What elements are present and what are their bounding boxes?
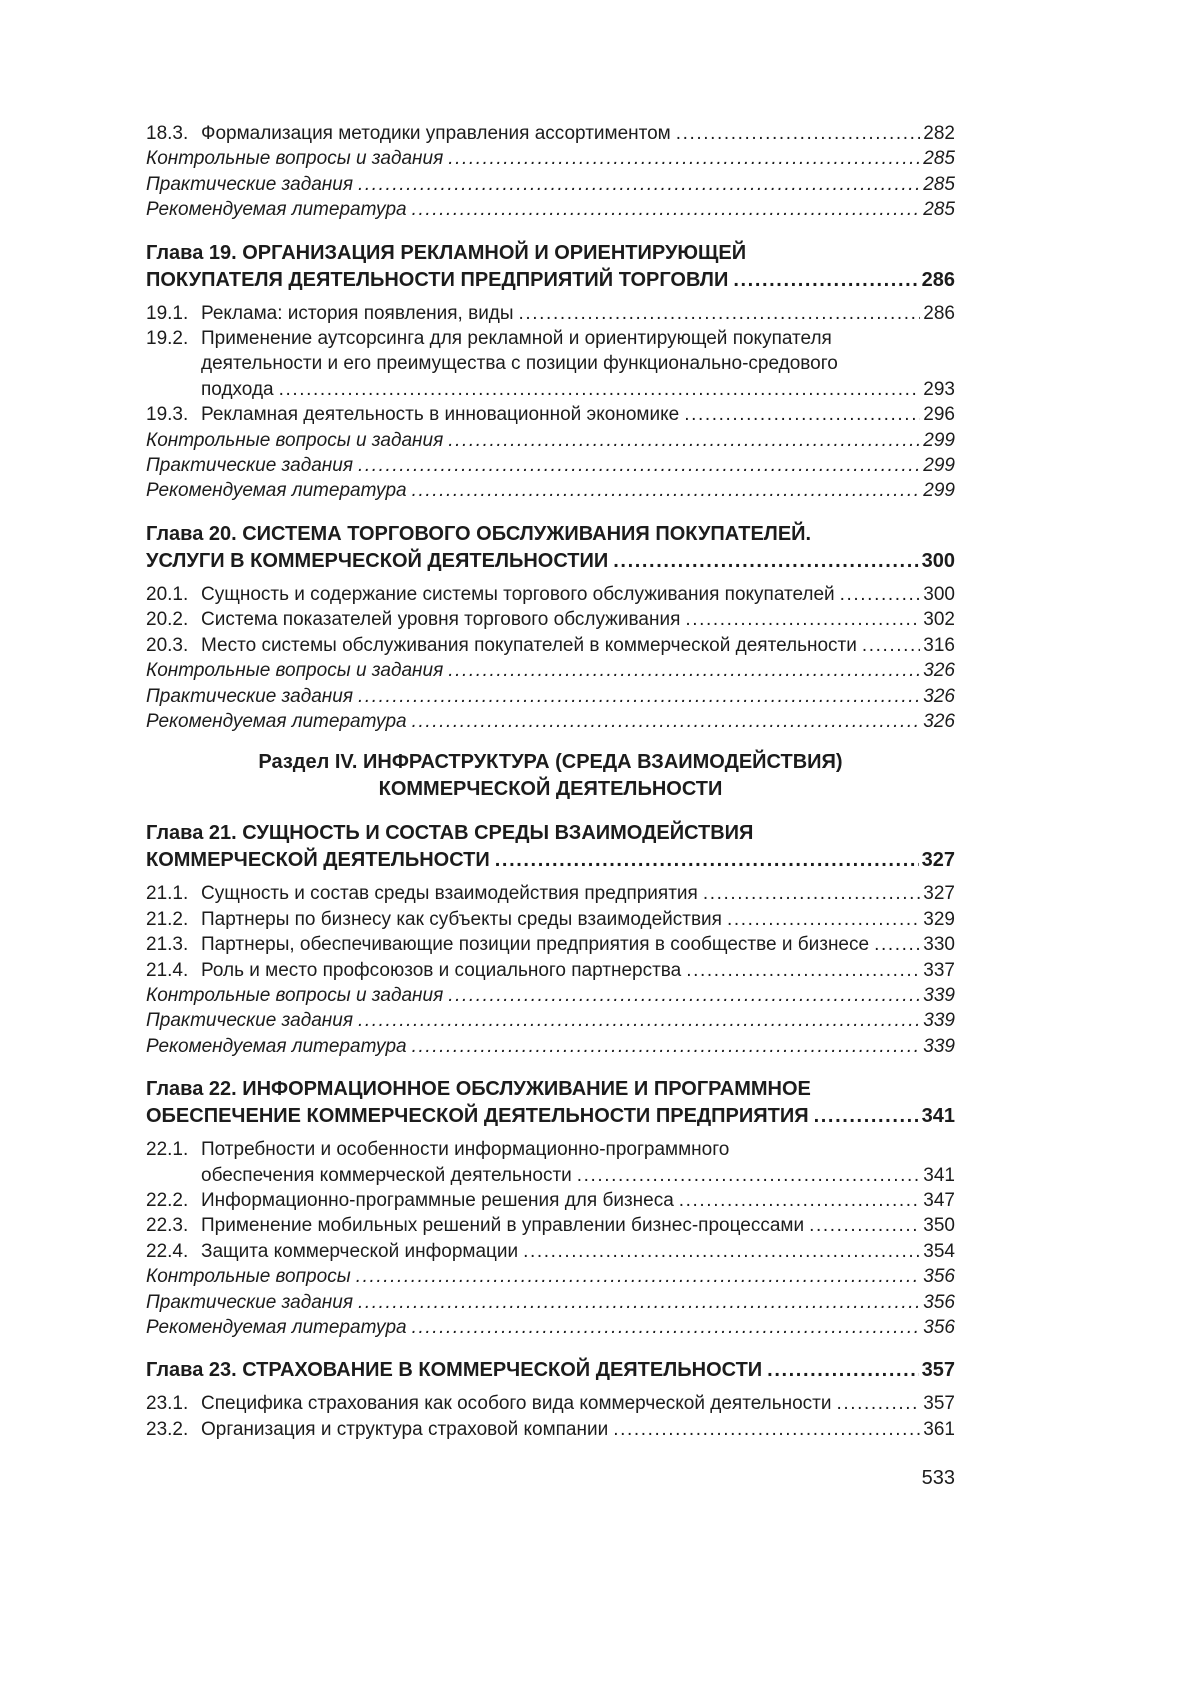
toc-line xyxy=(146,983,955,1008)
toc-entry-number: 19.2. xyxy=(146,328,189,350)
toc-page-number: 327 xyxy=(923,883,955,905)
dot-leader xyxy=(358,684,920,709)
dot-leader xyxy=(448,146,920,171)
toc-line xyxy=(146,240,955,267)
dot-leader xyxy=(412,478,921,503)
toc-entry-number: 21.3. xyxy=(146,934,189,956)
toc-entry-text: Контрольные вопросы xyxy=(146,1266,351,1288)
dot-leader xyxy=(679,1188,921,1213)
toc-line xyxy=(146,478,955,503)
dot-leader xyxy=(519,301,921,326)
toc-line xyxy=(146,607,955,632)
toc-page-number: 326 xyxy=(923,710,955,732)
toc-page-number: 300 xyxy=(923,583,955,605)
toc-line xyxy=(146,958,955,983)
toc-line xyxy=(146,172,955,197)
toc-entry-text: Партнеры по бизнесу как субъекты среды взаимодействия xyxy=(201,908,722,930)
toc-line xyxy=(146,709,955,734)
toc-entry-text: Система показателей уровня торгового обслуживания xyxy=(201,609,681,631)
dot-leader xyxy=(862,633,920,658)
toc-line xyxy=(146,1391,955,1416)
dot-leader xyxy=(676,121,921,146)
toc-entry-number: 23.2. xyxy=(146,1418,189,1440)
toc-entry-text: Применение аутсорсинга для рекламной и ориентирующей покупателя xyxy=(201,328,832,350)
dot-leader xyxy=(358,453,920,478)
toc-page-number: 285 xyxy=(923,199,955,221)
toc-line xyxy=(146,684,955,709)
dot-leader xyxy=(495,847,919,874)
toc-entry-text: Практические задания xyxy=(146,685,353,707)
toc-entry-text: Потребности и особенности информационно-программного xyxy=(201,1139,730,1161)
toc-entry-text: деятельности и его преимущества с позиции функционально-средового xyxy=(201,353,838,375)
toc-page-number: 327 xyxy=(921,849,955,872)
toc-page-number: 326 xyxy=(923,660,955,682)
toc-line xyxy=(146,267,955,294)
toc-entry-number: 18.3. xyxy=(146,123,189,144)
toc-page-number: 286 xyxy=(923,302,955,324)
dot-leader xyxy=(448,658,920,683)
toc-entry-text: Роль и место профсоюзов и социального партнерства xyxy=(201,959,682,981)
toc-line xyxy=(146,881,955,906)
toc-line xyxy=(146,1315,955,1340)
toc-entry-text: Глава 21. СУЩНОСТЬ И СОСТАВ СРЕДЫ ВЗАИМОДЕЙСТВИЯ xyxy=(146,822,754,845)
toc-line xyxy=(146,1239,955,1264)
toc-page-number: 356 xyxy=(923,1317,955,1338)
toc-page-number: 293 xyxy=(923,378,955,400)
toc-entry-text: Информационно-программные решения для бизнеса xyxy=(201,1189,674,1211)
toc-entry-text: Контрольные вопросы и задания xyxy=(146,984,444,1006)
toc-line xyxy=(146,1137,955,1162)
toc-entry-text: Глава 23. СТРАХОВАНИЕ В КОММЕРЧЕСКОЙ ДЕЯТЕЛЬНОСТИ xyxy=(146,1359,763,1382)
toc-page-number: 299 xyxy=(923,455,955,477)
toc-entry-text: обеспечения коммерческой деятельности xyxy=(201,1164,572,1186)
toc-entry-text: Контрольные вопросы и задания xyxy=(146,429,444,451)
dot-leader xyxy=(613,548,918,575)
toc-line xyxy=(146,582,955,607)
dot-leader xyxy=(448,428,920,453)
toc-line xyxy=(146,301,955,326)
toc-entry-text: Место системы обслуживания покупателей в коммерческой деятельности xyxy=(201,634,857,656)
toc-line xyxy=(146,1188,955,1213)
toc-entry-text: Сущность и содержание системы торгового обслуживания покупателей xyxy=(201,583,835,605)
toc-entry-number: 19.1. xyxy=(146,302,189,324)
toc-list xyxy=(146,121,955,1442)
toc-line xyxy=(146,453,955,478)
toc-entry-text: Специфика страхования как особого вида коммерческой деятельности xyxy=(201,1393,832,1415)
toc-entry-number: 21.1. xyxy=(146,883,189,905)
toc-page-number: 282 xyxy=(923,123,955,144)
toc-entry-number: 23.1. xyxy=(146,1393,189,1415)
toc-line xyxy=(146,820,955,847)
toc-entry-number: 22.3. xyxy=(146,1215,189,1237)
toc-entry-number: 22.1. xyxy=(146,1139,189,1161)
toc-page-number: 285 xyxy=(923,148,955,170)
toc-entry-text: ПОКУПАТЕЛЯ ДЕЯТЕЛЬНОСТИ ПРЕДПРИЯТИЙ ТОРГОВЛИ xyxy=(146,268,729,291)
dot-leader xyxy=(814,1103,919,1130)
toc-page-number: 350 xyxy=(923,1215,955,1237)
toc-entry-text: УСЛУГИ В КОММЕРЧЕСКОЙ ДЕЯТЕЛЬНОСТИИ xyxy=(146,549,609,572)
toc-entry-text: ОБЕСПЕЧЕНИЕ КОММЕРЧЕСКОЙ ДЕЯТЕЛЬНОСТИ ПРЕДПРИЯТИЯ xyxy=(146,1105,809,1128)
toc-page-number: 356 xyxy=(923,1266,955,1288)
toc-page-number: 299 xyxy=(923,480,955,502)
dot-leader xyxy=(358,172,920,197)
toc-entry-text: Рекламная деятельность в инновационной экономике xyxy=(201,404,680,426)
dot-leader xyxy=(412,709,921,734)
toc-entry-text: Практические задания xyxy=(146,1010,353,1032)
dot-leader xyxy=(767,1357,918,1384)
toc-line xyxy=(146,121,955,146)
toc-page-number: 285 xyxy=(923,173,955,195)
dot-leader xyxy=(840,582,921,607)
toc-line xyxy=(146,1034,955,1059)
toc-entry-text: Защита коммерческой информации xyxy=(201,1240,519,1262)
dot-leader xyxy=(412,1315,921,1340)
toc-entry-number: 20.1. xyxy=(146,583,189,605)
toc-page-number: 356 xyxy=(923,1291,955,1313)
toc-page-number: 302 xyxy=(923,609,955,631)
toc-line xyxy=(146,548,955,575)
toc-line xyxy=(146,749,955,776)
toc-entry-number: 20.3. xyxy=(146,634,189,656)
toc-page-number: 286 xyxy=(921,268,955,291)
toc-line xyxy=(146,1008,955,1033)
toc-page-number: 357 xyxy=(921,1359,955,1382)
dot-leader xyxy=(358,1008,920,1033)
toc-entry-text: Формализация методики управления ассортиментом xyxy=(201,123,671,144)
toc-entry-number: 19.3. xyxy=(146,404,189,426)
toc-entry-text: подхода xyxy=(201,378,274,400)
toc-entry-text: Реклама: история появления, виды xyxy=(201,302,514,324)
toc-entry-text: Глава 22. ИНФОРМАЦИОННОЕ ОБСЛУЖИВАНИЕ И ПРОГРАММНОЕ xyxy=(146,1078,811,1101)
toc-entry-text: Рекомендуемая литература xyxy=(146,1317,407,1338)
toc-entry-text: Практические задания xyxy=(146,173,353,195)
toc-page-number: 354 xyxy=(923,1240,955,1262)
toc-page-number: 339 xyxy=(923,1035,955,1057)
toc-entry-text: КОММЕРЧЕСКОЙ ДЕЯТЕЛЬНОСТИ xyxy=(378,778,723,801)
dot-leader xyxy=(727,907,920,932)
dot-leader xyxy=(684,402,920,427)
dot-leader xyxy=(685,607,920,632)
toc-entry-text: Рекомендуемая литература xyxy=(146,480,407,502)
dot-leader xyxy=(837,1391,921,1416)
toc-entry-text: Применение мобильных решений в управлении бизнес-процессами xyxy=(201,1215,805,1237)
dot-leader xyxy=(874,932,920,957)
toc-line xyxy=(146,146,955,171)
toc-line xyxy=(146,1290,955,1315)
toc-line xyxy=(146,776,955,803)
toc-entry-text: Контрольные вопросы и задания xyxy=(146,660,444,682)
toc-line xyxy=(146,932,955,957)
dot-leader xyxy=(448,983,920,1008)
toc-entry-text: КОММЕРЧЕСКОЙ ДЕЯТЕЛЬНОСТИ xyxy=(146,849,490,872)
toc-page-number: 300 xyxy=(921,549,955,572)
toc-line xyxy=(146,658,955,683)
toc-page-number: 361 xyxy=(923,1418,955,1440)
toc-line xyxy=(146,428,955,453)
toc-entry-text: Раздел IV. ИНФРАСТРУКТУРА (СРЕДА ВЗАИМОДЕЙСТВИЯ) xyxy=(258,751,843,774)
dot-leader xyxy=(356,1264,921,1289)
toc-entry-number: 21.2. xyxy=(146,908,189,930)
dot-leader xyxy=(686,958,920,983)
toc-entry-number: 22.4. xyxy=(146,1240,189,1262)
dot-leader xyxy=(703,881,920,906)
toc-entry-text: Рекомендуемая литература xyxy=(146,199,407,221)
toc-line xyxy=(146,521,955,548)
dot-leader xyxy=(577,1163,921,1188)
toc-entry-text: Партнеры, обеспечивающие позиции предприятия в сообществе и бизнесе xyxy=(201,934,870,956)
toc-line xyxy=(146,351,955,376)
toc-page-number: 337 xyxy=(923,959,955,981)
toc-line xyxy=(146,1417,955,1442)
toc-page-number: 330 xyxy=(923,934,955,956)
footer-page-number: 533 xyxy=(921,1467,955,1489)
toc-line xyxy=(146,847,955,874)
toc-entry-number: 20.2. xyxy=(146,609,189,631)
toc-line xyxy=(146,1357,955,1384)
toc-entry-text: Глава 20. СИСТЕМА ТОРГОВОГО ОБСЛУЖИВАНИЯ ПОКУПАТЕЛЕЙ. xyxy=(146,522,812,545)
toc-page-number: 326 xyxy=(923,685,955,707)
dot-leader xyxy=(523,1239,920,1264)
toc-entry-text: Рекомендуемая литература xyxy=(146,1035,407,1057)
dot-leader xyxy=(412,197,921,222)
toc-line xyxy=(146,197,955,222)
toc-page-number: 347 xyxy=(923,1189,955,1211)
toc-line xyxy=(146,633,955,658)
toc-line xyxy=(146,1264,955,1289)
toc-entry-text: Рекомендуемая литература xyxy=(146,710,407,732)
toc-line xyxy=(146,326,955,351)
toc-entry-text: Практические задания xyxy=(146,455,353,477)
toc-page-number: 316 xyxy=(923,634,955,656)
toc-page-number: 341 xyxy=(921,1105,955,1128)
toc-page-number: 339 xyxy=(923,1010,955,1032)
dot-leader xyxy=(613,1417,920,1442)
toc-entry-number: 21.4. xyxy=(146,959,189,981)
toc-entry-text: Сущность и состав среды взаимодействия предприятия xyxy=(201,883,698,905)
toc-line xyxy=(146,377,955,402)
dot-leader xyxy=(358,1290,920,1315)
toc-page-number: 341 xyxy=(923,1164,955,1186)
toc-line xyxy=(146,1076,955,1103)
toc-line xyxy=(146,402,955,427)
dot-leader xyxy=(412,1034,921,1059)
toc-entry-number: 22.2. xyxy=(146,1189,189,1211)
toc-line xyxy=(146,1163,955,1188)
toc-line xyxy=(146,1213,955,1238)
toc-page-number: 299 xyxy=(923,429,955,451)
toc-line xyxy=(146,1103,955,1130)
toc-page-number: 357 xyxy=(923,1393,955,1415)
toc-line xyxy=(146,907,955,932)
toc-page-number: 296 xyxy=(923,404,955,426)
dot-leader xyxy=(809,1213,920,1238)
toc-entry-text: Организация и структура страховой компании xyxy=(201,1418,609,1440)
dot-leader xyxy=(733,267,918,294)
toc-page-number: 339 xyxy=(923,984,955,1006)
dot-leader xyxy=(279,377,921,402)
toc-entry-text: Практические задания xyxy=(146,1291,353,1313)
toc-entry-text: Глава 19. ОРГАНИЗАЦИЯ РЕКЛАМНОЙ И ОРИЕНТИРУЮЩЕЙ xyxy=(146,241,747,264)
toc-page-number: 329 xyxy=(923,908,955,930)
toc-entry-text: Контрольные вопросы и задания xyxy=(146,148,444,170)
